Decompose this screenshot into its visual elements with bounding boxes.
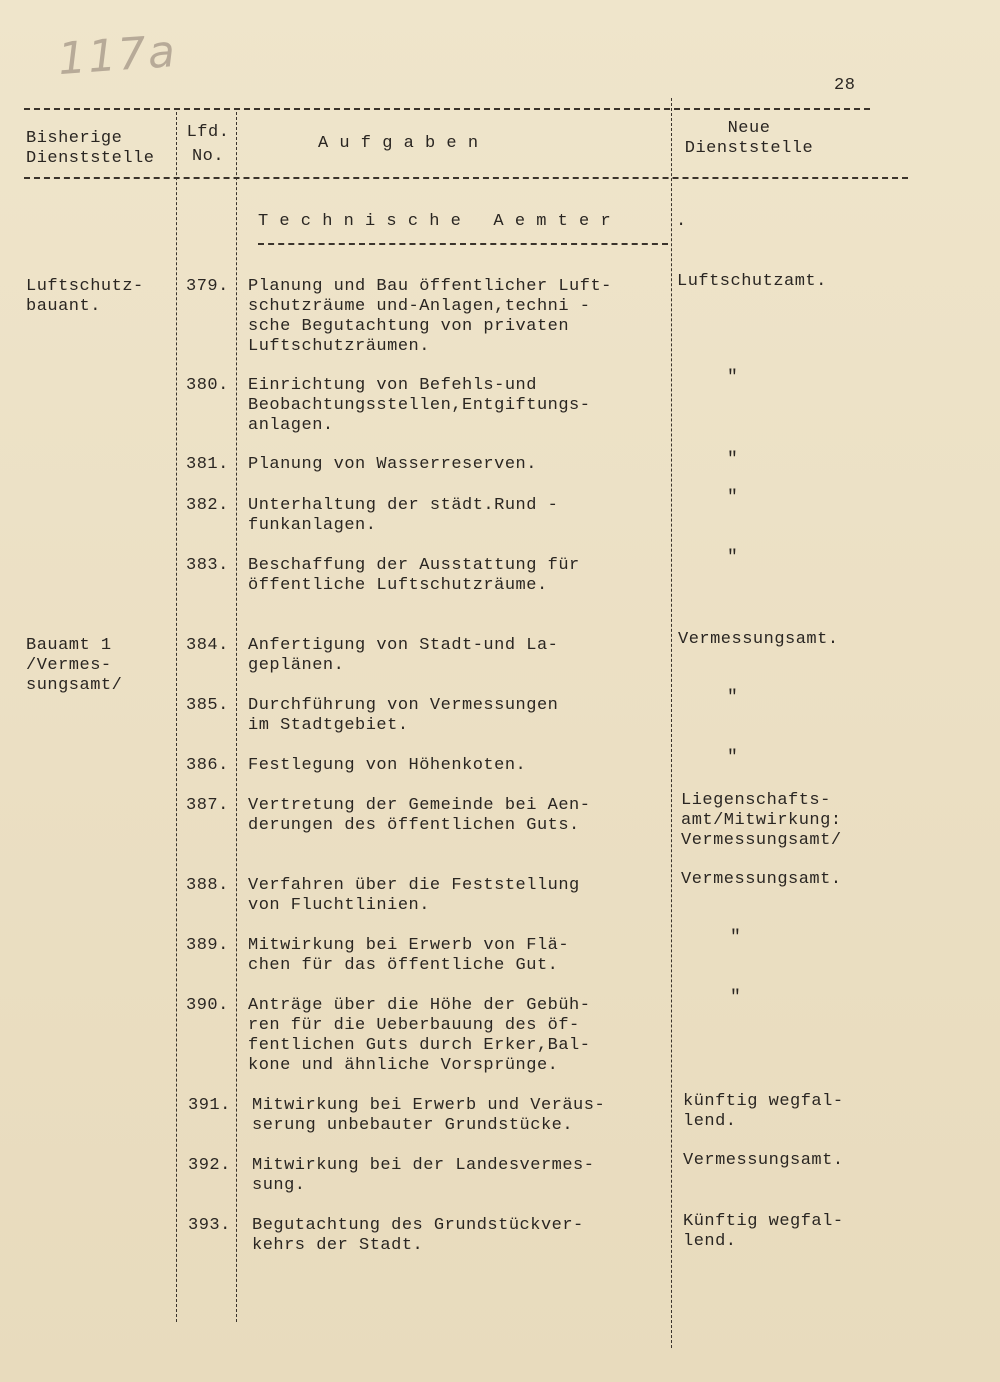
new-department: künftig wegfal- (683, 1092, 844, 1111)
row-number: 385. (186, 696, 229, 715)
header-col2-line2: No. (191, 147, 225, 166)
ditto-mark: " (730, 928, 742, 948)
task-line: kehrs der Stadt. (252, 1236, 424, 1255)
task-line: im Stadtgebiet. (248, 716, 409, 735)
task-line: funkanlagen. (248, 516, 377, 535)
header-bottom-rule (24, 177, 908, 179)
section-title-mark: . (676, 212, 687, 231)
department-line: sungsamt/ (26, 676, 123, 695)
row-number: 380. (186, 376, 229, 395)
ditto-mark: " (727, 488, 739, 508)
new-department: lend. (683, 1112, 737, 1131)
task-line: Anträge über die Höhe der Gebüh- (248, 996, 591, 1015)
ditto-mark: " (727, 748, 739, 768)
task-line: anlagen. (248, 416, 334, 435)
new-department: lend. (683, 1232, 737, 1251)
row-number: 390. (186, 996, 229, 1015)
row-number: 383. (186, 556, 229, 575)
task-line: Beobachtungsstellen,Entgiftungs- (248, 396, 591, 415)
task-line: Festlegung von Höhenkoten. (248, 756, 527, 775)
department-line: Luftschutz- (26, 277, 144, 296)
task-line: fentlichen Guts durch Erker,Bal- (248, 1036, 591, 1055)
task-line: Durchführung von Vermessungen (248, 696, 559, 715)
row-number: 386. (186, 756, 229, 775)
new-department: Luftschutzamt. (677, 272, 827, 291)
header-col4-line1: Neue (727, 119, 771, 138)
department-line: /Vermes- (26, 656, 112, 675)
row-number: 392. (188, 1156, 231, 1175)
task-line: Beschaffung der Ausstattung für (248, 556, 580, 575)
ditto-mark: " (727, 688, 739, 708)
task-line: ren für die Ueberbauung des öf- (248, 1016, 580, 1035)
task-line: geplänen. (248, 656, 345, 675)
task-line: Vertretung der Gemeinde bei Aen- (248, 796, 591, 815)
handwritten-note: 117a (56, 25, 179, 86)
ditto-mark: " (730, 988, 742, 1008)
ditto-mark: " (727, 548, 739, 568)
task-line: Planung von Wasserreserven. (248, 455, 537, 474)
new-department: amt/Mitwirkung: (681, 811, 842, 830)
task-line: serung unbebauter Grundstücke. (252, 1116, 574, 1135)
task-line: Mitwirkung bei Erwerb und Veräus- (252, 1096, 606, 1115)
task-line: Luftschutzräumen. (248, 337, 430, 356)
task-line: schutzräume und-Anlagen,techni - (248, 297, 591, 316)
row-number: 389. (186, 936, 229, 955)
row-number: 379. (186, 277, 229, 296)
ditto-mark: " (727, 368, 739, 388)
task-line: kone und ähnliche Vorsprünge. (248, 1056, 559, 1075)
new-department: Vermessungsamt. (681, 870, 842, 889)
task-line: Mitwirkung bei der Landesvermes- (252, 1156, 595, 1175)
task-line: chen für das öffentliche Gut. (248, 956, 559, 975)
task-line: Planung und Bau öffentlicher Luft- (248, 277, 612, 296)
task-line: Einrichtung von Befehls-und (248, 376, 537, 395)
task-line: öffentliche Luftschutzräume. (248, 576, 548, 595)
header-col1-line1: Bisherige (26, 129, 123, 148)
task-line: Unterhaltung der städt.Rund - (248, 496, 559, 515)
task-line: sung. (252, 1176, 306, 1195)
row-number: 393. (188, 1216, 231, 1235)
row-number: 384. (186, 636, 229, 655)
row-number: 382. (186, 496, 229, 515)
new-department: Vermessungsamt. (683, 1151, 844, 1170)
header-col1-line2: Dienststelle (26, 149, 155, 168)
task-line: Anfertigung von Stadt-und La- (248, 636, 559, 655)
row-number: 391. (188, 1096, 231, 1115)
task-line: derungen des öffentlichen Guts. (248, 816, 580, 835)
new-department: Vermessungsamt/ (681, 831, 842, 850)
task-line: sche Begutachtung von privaten (248, 317, 570, 336)
task-line: von Fluchtlinien. (248, 896, 430, 915)
row-number: 388. (186, 876, 229, 895)
department-line: bauant. (26, 297, 101, 316)
task-line: Verfahren über die Feststellung (248, 876, 580, 895)
header-col3: A u f g a b e n (318, 134, 479, 153)
header-col2-line1: Lfd. (186, 123, 230, 142)
row-number: 381. (186, 455, 229, 474)
column-rule-1 (176, 112, 177, 1322)
ditto-mark: " (727, 450, 739, 470)
new-department: Vermessungsamt. (678, 630, 839, 649)
page-number: 28 (834, 76, 856, 95)
section-title: T e c h n i s c h e A e m t e r (258, 212, 612, 231)
header-col4-line2: Dienststelle (684, 139, 814, 158)
section-title-underline (258, 243, 668, 245)
header-top-rule (24, 108, 870, 110)
column-rule-3 (671, 98, 672, 1348)
new-department: Liegenschafts- (681, 791, 831, 810)
column-rule-2 (236, 112, 237, 1322)
task-line: Begutachtung des Grundstückver- (252, 1216, 584, 1235)
task-line: Mitwirkung bei Erwerb von Flä- (248, 936, 570, 955)
row-number: 387. (186, 796, 229, 815)
department-line: Bauamt 1 (26, 636, 112, 655)
new-department: Künftig wegfal- (683, 1212, 844, 1231)
